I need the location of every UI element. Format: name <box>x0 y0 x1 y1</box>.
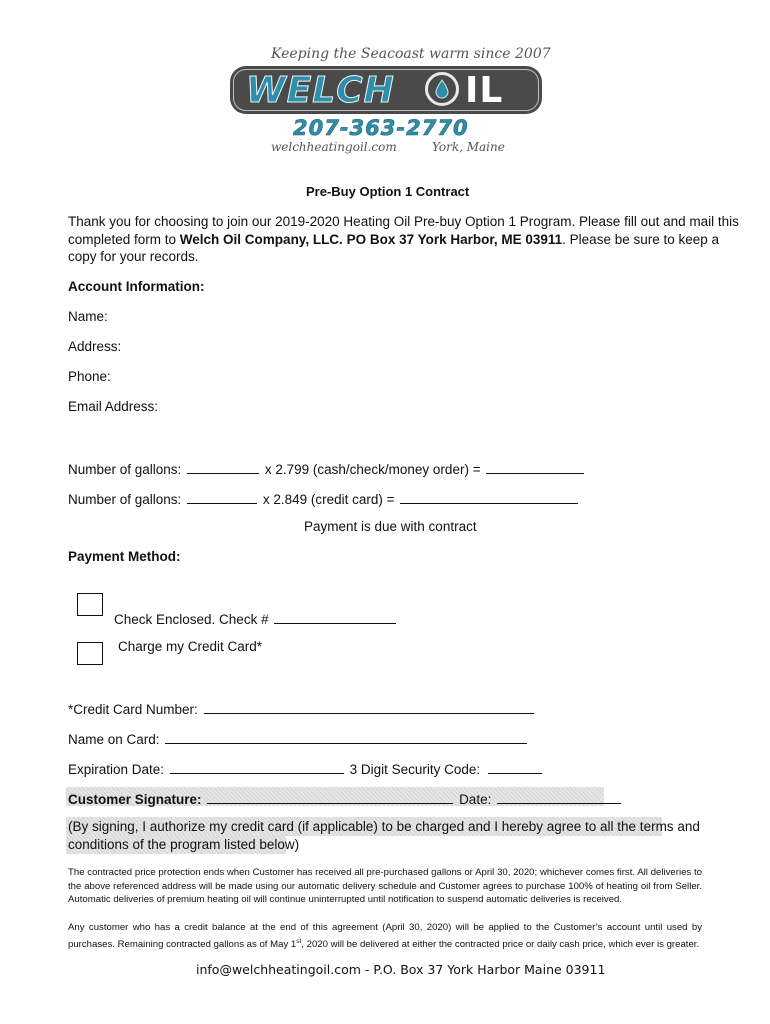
payment-heading: Payment Method: <box>68 549 181 564</box>
card-name-label: Name on Card: <box>68 732 160 747</box>
authorization-line-2: conditions of the program listed below) <box>68 837 300 852</box>
logo-tagline: Keeping the Seacoast warm since 2007 <box>271 46 551 62</box>
email-label: Email Address: <box>68 399 159 414</box>
card-total-field[interactable] <box>400 489 578 504</box>
signature-row <box>68 789 621 807</box>
check-enclosed-checkbox[interactable] <box>77 593 103 616</box>
terms-text-a: Any customer who has a credit balance at the end of this agreement (April 30, 2020) will be applied to the Customer’s account until used by purchases. Remaining contracted gallons as of May 1 <box>68 922 702 950</box>
payment-due-note: Payment is due with contract <box>304 519 477 534</box>
phone-label: Phone: <box>68 369 111 384</box>
logo-droplet-icon <box>425 72 459 106</box>
card-name-row <box>68 729 527 747</box>
account-heading: Account Information: <box>68 279 205 294</box>
card-number-field[interactable] <box>204 699 534 714</box>
address-label: Address: <box>68 339 122 354</box>
signature-label: Customer Signature: <box>68 792 202 807</box>
logo-word-left: WELCH <box>246 70 395 111</box>
logo-phone: 207-363-2770 <box>293 116 469 140</box>
credit-card-label: Charge my Credit Card* <box>118 639 263 654</box>
cash-price-text: x 2.799 (cash/check/money order) = <box>264 462 481 477</box>
credit-card-checkbox[interactable] <box>77 642 103 665</box>
name-label: Name: <box>68 309 108 324</box>
check-number-field[interactable] <box>274 609 396 624</box>
intro-text-end: . Please be sure to keep a <box>562 232 720 247</box>
email-field[interactable] <box>160 396 560 414</box>
address-field[interactable] <box>124 336 524 354</box>
intro-line-3: copy for your records. <box>68 249 199 264</box>
date-field[interactable] <box>497 789 621 804</box>
contract-title: Pre-Buy Option 1 Contract <box>306 184 470 199</box>
expiration-row <box>68 759 542 777</box>
terms-superscript: st <box>296 937 302 945</box>
check-row <box>114 609 396 627</box>
card-number-row <box>68 699 534 717</box>
terms-paragraph-2 <box>68 921 702 952</box>
footer-contact: info@welchheatingoil.com - P.O. Box 37 York Harbor Maine 03911 <box>196 962 606 977</box>
gallons-row-2 <box>68 489 578 507</box>
card-price-text: x 2.849 (credit card) = <box>262 492 395 507</box>
logo-location: York, Maine <box>432 140 505 154</box>
mailing-address: Welch Oil Company, LLC. PO Box 37 York Harbor, ME 03911 <box>179 232 563 247</box>
intro-line-1: Thank you for choosing to join our 2019-2020 Heating Oil Pre-buy Option 1 Program. Please fill out and mail this <box>68 214 739 229</box>
expiration-field[interactable] <box>170 759 344 774</box>
intro-line-2 <box>68 232 719 247</box>
date-label: Date: <box>459 792 492 807</box>
gallons-label-2: Number of gallons: <box>68 492 182 507</box>
name-field[interactable] <box>112 306 512 324</box>
card-number-label: *Credit Card Number: <box>68 702 198 717</box>
company-logo <box>230 66 542 114</box>
security-code-field[interactable] <box>488 759 542 774</box>
security-code-label: 3 Digit Security Code: <box>349 762 481 777</box>
gallons-row-1 <box>68 459 584 477</box>
intro-text: completed form to <box>68 232 180 247</box>
authorization-line-1: (By signing, I authorize my credit card (if applicable) to be charged and I hereby agree to all the terms and <box>68 819 700 834</box>
logo-word-right: IL <box>465 70 504 111</box>
phone-field[interactable] <box>114 366 514 384</box>
gallons-card-field[interactable] <box>187 489 257 504</box>
check-enclosed-label: Check Enclosed. Check # <box>114 612 269 627</box>
expiration-label: Expiration Date: <box>68 762 165 777</box>
logo-website: welchheatingoil.com <box>271 140 397 154</box>
gallons-label-1: Number of gallons: <box>68 462 182 477</box>
terms-text-b: , 2020 will be delivered at either the contracted price or daily cash price, which ever is greater. <box>301 938 700 950</box>
gallons-cash-field[interactable] <box>187 459 259 474</box>
signature-field[interactable] <box>207 789 453 804</box>
terms-paragraph-1: The contracted price protection ends when Customer has received all pre-purchased gallons or April 30, 2020; whichever comes first. All deliveries to the above referenced address will be made using our automatic delivery schedule and Customer agrees to purchase 100% of heating oil from Seller. Automatic deliveries of premium heating oil will continue uninterrupted until notification to suspend automatic deliveries is received. <box>68 867 702 906</box>
card-name-field[interactable] <box>165 729 527 744</box>
cash-total-field[interactable] <box>486 459 584 474</box>
